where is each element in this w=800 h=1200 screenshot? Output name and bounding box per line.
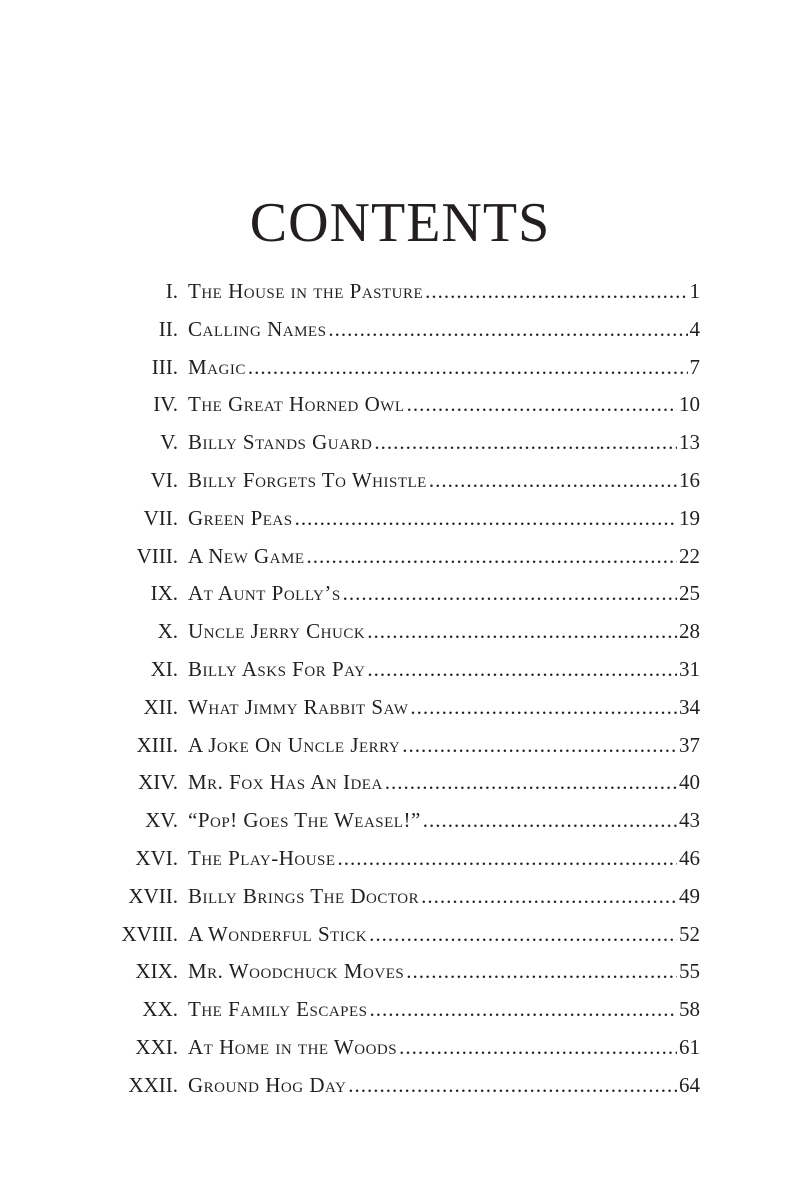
chapter-entry [188,544,700,569]
chapter-entry [188,884,700,909]
chapter-title: Billy Forgets To Whistle [188,467,427,492]
chapter-page-number: 58 [679,997,700,1022]
chapter-number: XVI. [135,845,178,870]
chapter-page-number: 34 [679,694,700,719]
dot-leader [370,997,677,1022]
chapter-page-number: 28 [679,619,700,644]
chapter-title: The Great Horned Owl [188,392,405,417]
chapter-number: XV. [145,808,178,833]
chapter-page-number: 55 [679,959,700,984]
chapter-title: The Play-House [188,845,336,870]
chapter-entry [188,846,700,871]
chapter-number: VI. [150,467,178,492]
chapter-title: Billy Stands Guard [188,430,373,455]
chapter-title: Magic [188,354,246,379]
chapter-page-number: 22 [679,543,700,568]
dot-leader [425,279,687,304]
chapter-title: Mr. Fox Has An Idea [188,770,383,795]
chapter-entry [188,770,700,795]
dot-leader [410,695,677,720]
chapter-number: IX. [150,581,178,606]
chapter-entry [188,695,700,720]
chapter-title: Ground Hog Day [188,1072,347,1097]
dot-leader [429,468,677,493]
chapter-title: Uncle Jerry Chuck [188,619,366,644]
chapter-page-number: 19 [679,505,700,530]
toc-entry [100,430,700,468]
dot-leader [328,317,687,342]
chapter-entry [188,808,700,833]
chapter-page-number: 1 [689,279,700,303]
chapter-number: X. [157,619,178,644]
dot-leader [367,619,677,644]
chapter-entry [188,468,700,493]
chapter-entry [188,997,700,1022]
dot-leader [407,392,677,417]
chapter-number: XIX. [135,959,178,984]
chapter-page-number: 61 [679,1034,700,1059]
toc-entry [100,922,700,960]
dot-leader [399,1035,677,1060]
chapter-number: VII. [143,505,178,530]
chapter-entry [188,581,700,606]
dot-leader [402,733,677,758]
chapter-page-number: 52 [679,921,700,946]
page-title: CONTENTS [249,192,551,254]
chapter-page-number: 49 [679,883,700,908]
chapter-title: Calling Names [188,316,327,341]
chapter-entry [188,317,700,342]
dot-leader [348,1073,677,1098]
table-of-contents [100,279,700,1111]
chapter-entry [188,392,700,417]
toc-entry [100,392,700,430]
chapter-title: What Jimmy Rabbit Saw [188,694,409,719]
chapter-number: V. [160,430,178,455]
dot-leader [421,884,677,909]
dot-leader [367,657,677,682]
chapter-entry [188,1035,700,1060]
chapter-title: At Home in the Woods [188,1034,398,1059]
chapter-title: At Aunt Polly’s [188,581,341,606]
chapter-page-number: 10 [679,392,700,417]
chapter-page-number: 31 [679,656,700,681]
toc-entry [100,959,700,997]
toc-entry [100,581,700,619]
chapter-entry [188,430,700,455]
chapter-number: XIV. [138,770,178,795]
dot-leader [295,506,677,531]
chapter-title: A Joke On Uncle Jerry [188,732,401,757]
toc-entry [100,468,700,506]
chapter-title: “Pop! Goes The Weasel!” [188,808,421,833]
toc-entry [100,506,700,544]
toc-entry [100,884,700,922]
dot-leader [374,430,677,455]
chapter-entry [188,959,700,984]
toc-entry [100,997,700,1035]
dot-leader [307,544,678,569]
chapter-page-number: 40 [679,770,700,795]
chapter-entry [188,619,700,644]
dot-leader [343,581,677,606]
dot-leader [369,922,677,947]
chapter-number: III. [151,354,178,379]
chapter-page-number: 46 [679,845,700,870]
toc-entry [100,279,700,317]
chapter-title: A New Game [188,543,305,568]
chapter-page-number: 16 [679,467,700,492]
chapter-number: IV. [153,392,178,417]
chapter-title: Billy Asks For Pay [188,656,366,681]
toc-entry [100,544,700,582]
chapter-number: XVIII. [121,921,178,946]
chapter-title: A Wonderful Stick [188,921,368,946]
chapter-title: The House in the Pasture [188,279,424,303]
chapter-page-number: 7 [689,354,700,379]
chapter-entry [188,657,700,682]
toc-entry [100,846,700,884]
toc-entry [100,657,700,695]
chapter-page-number: 13 [679,430,700,455]
chapter-title: Billy Brings The Doctor [188,883,420,908]
chapter-entry [188,506,700,531]
chapter-number: XIII. [136,732,178,757]
chapter-number: VIII. [136,543,178,568]
chapter-entry [188,1073,700,1098]
toc-entry [100,355,700,393]
toc-entry [100,733,700,771]
toc-entry [100,1035,700,1073]
chapter-page-number: 43 [679,808,700,833]
chapter-title: The Family Escapes [188,997,368,1022]
dot-leader [385,770,677,795]
toc-entry [100,1073,700,1111]
chapter-page-number: 25 [679,581,700,606]
chapter-number: XXI. [135,1034,178,1059]
chapter-entry [188,355,700,380]
chapter-number: XX. [142,997,178,1022]
dot-leader [423,808,677,833]
chapter-title: Green Peas [188,505,293,530]
chapter-number: II. [158,316,178,341]
chapter-number: XVII. [128,883,178,908]
dot-leader [338,846,677,871]
toc-entry [100,619,700,657]
chapter-title: Mr. Woodchuck Moves [188,959,405,984]
chapter-number: XI. [150,656,178,681]
chapter-entry [188,279,700,304]
toc-entry [100,770,700,808]
chapter-entry [188,733,700,758]
dot-leader [406,959,677,984]
chapter-number: XII. [143,694,178,719]
toc-entry [100,808,700,846]
chapter-number: I. [165,279,178,303]
chapter-page-number: 4 [689,316,700,341]
chapter-number: XXII. [128,1072,178,1097]
chapter-page-number: 64 [679,1072,700,1097]
toc-entry [100,695,700,733]
dot-leader [248,355,688,380]
chapter-page-number: 37 [679,732,700,757]
chapter-entry [188,922,700,947]
toc-entry [100,317,700,355]
